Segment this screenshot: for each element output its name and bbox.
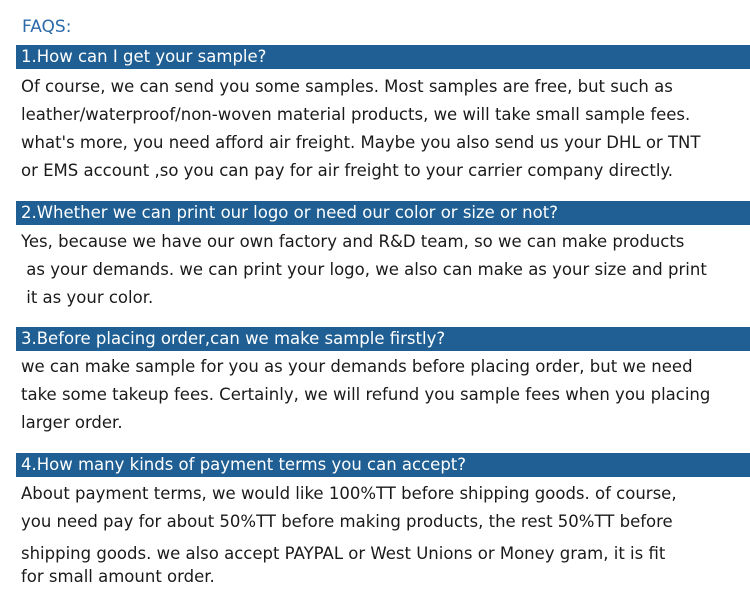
faq-answer-line: About payment terms, we would like 100%TT before shipping goods. of course, xyxy=(21,484,677,503)
faq-question-2: 2.Whether we can print our logo or need our color or size or not? xyxy=(16,201,750,225)
page-title: FAQS: xyxy=(22,17,72,37)
faq-answer-line: it as your color. xyxy=(21,288,154,307)
faq-answer-line: Yes, because we have our own factory and R&D team, so we can make products xyxy=(21,232,685,251)
faq-answer-line: as your demands. we can print your logo, we also can make as your size and print xyxy=(21,260,707,279)
faq-answer-line: what's more, you need afford air freight. Maybe you also send us your DHL or TNT xyxy=(21,133,701,152)
faq-answer-line: shipping goods. we also accept PAYPAL or West Unions or Money gram, it is fit xyxy=(21,544,666,563)
faq-answer-line: or EMS account ,so you can pay for air freight to your carrier company directly. xyxy=(21,161,674,180)
faq-answer-line: Of course, we can send you some samples. Most samples are free, but such as xyxy=(21,77,673,96)
faq-answer-line: we can make sample for you as your demands before placing order, but we need xyxy=(21,357,693,376)
faq-answer-line: take some takeup fees. Certainly, we will refund you sample fees when you placing xyxy=(21,385,711,404)
faq-answer-line: larger order. xyxy=(21,413,123,432)
faq-question-4: 4.How many kinds of payment terms you can accept? xyxy=(16,453,750,477)
faq-answer-line: for small amount order. xyxy=(21,567,215,586)
faq-answer-line: leather/waterproof/non-woven material products, we will take small sample fees. xyxy=(21,105,691,124)
faq-question-3: 3.Before placing order,can we make sample firstly? xyxy=(16,327,750,351)
faq-answer-line: you need pay for about 50%TT before making products, the rest 50%TT before xyxy=(21,512,673,531)
faq-question-1: 1.How can I get your sample? xyxy=(16,45,750,69)
